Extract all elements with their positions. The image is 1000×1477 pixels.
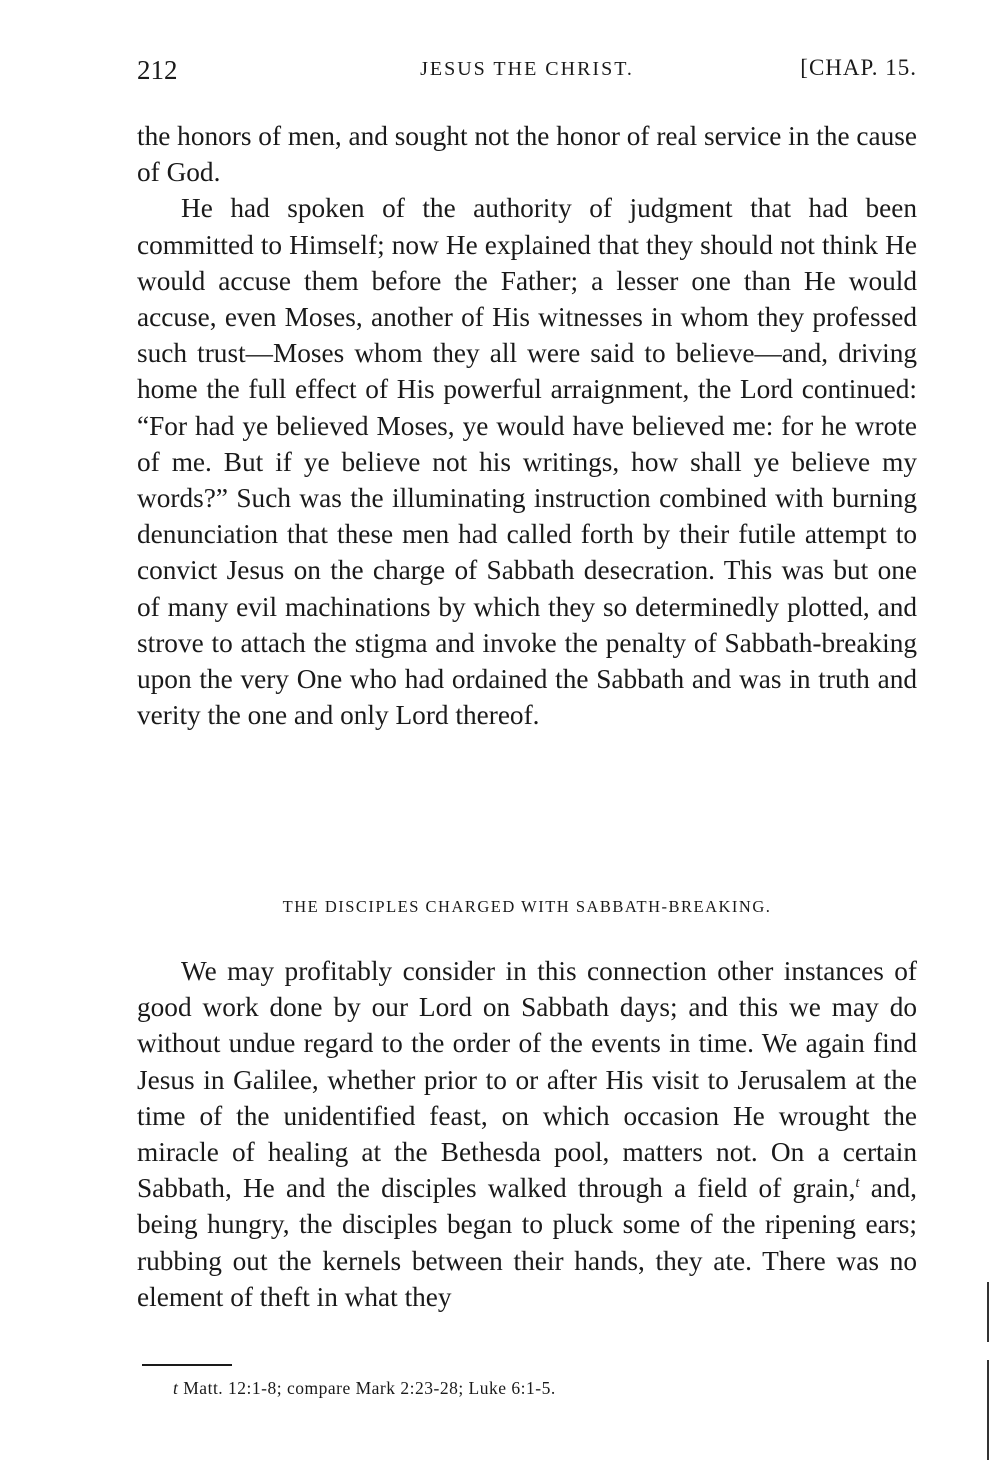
- paragraph-text: We may profitably consider in this connection other instances of good work done by our Lord on Sabbath days; and this we may do without undue regard to the order of the events in time. We again find Jesus in Galilee, whether prior to or after His visit to Jerusalem at the time of the unidentified feast, on which occasion He wrought the miracle of healing at the Bethesda pool, matters not. On a certain Sabbath, He and the disciples walked through a field of grain,: [137, 956, 917, 1204]
- scan-artifact-mark: [987, 1360, 989, 1460]
- page-number: 212: [137, 55, 178, 85]
- chapter-label: [CHAP. 15.: [800, 55, 917, 80]
- footnote-text: Matt. 12:1-8; compare Mark 2:23-28; Luke 6:1-5.: [178, 1378, 556, 1398]
- paragraph: [137, 953, 917, 1315]
- scan-artifact-mark: [987, 1282, 989, 1342]
- footnote-rule: [142, 1364, 232, 1366]
- section-heading: THE DISCIPLES CHARGED WITH SABBATH-BREAKING.: [282, 897, 772, 916]
- paragraph-continuation: the honors of men, and sought not the honor of real service in the cause of God.: [137, 121, 918, 188]
- running-header: [137, 55, 917, 95]
- footnote-marker: t: [173, 1378, 179, 1398]
- paragraph: He had spoken of the authority of judgment that had been committed to Himself; now He explained that they should not think He would accuse them before the Father; a lesser one than He would accuse, even Moses, another of His witnesses in whom they professed such trust—Moses whom they all were said to believe—and, driving home the full effect of His powerful arraignment, the Lord continued: “For had ye believed Moses, ye would have believed me: for he wrote of me. But if ye believe not his writings, how shall ye believe my words?” Such was the illuminating instruction combined with burning denunciation that these men had called forth by their futile attempt to convict Jesus on the charge of Sabbath desecration. This was but one of many evil machinations by which they so determinedly plotted, and strove to attach the stigma and invoke the penalty of Sabbath-breaking upon the very One who had ordained the Sabbath and was in truth and verity the one and only Lord thereof.: [137, 193, 917, 731]
- running-title: JESUS THE CHRIST.: [420, 58, 634, 80]
- paragraph-text: and, being hungry, the disciples began to pluck some of the ripening ears; rubbing out the kernels between their hands, they ate. There was no element of theft in what they: [137, 1173, 917, 1312]
- footnote-reference[interactable]: t: [855, 1175, 860, 1192]
- footnote: [173, 1378, 556, 1399]
- body-text-top: [137, 118, 917, 733]
- body-text-bottom: [137, 953, 917, 1315]
